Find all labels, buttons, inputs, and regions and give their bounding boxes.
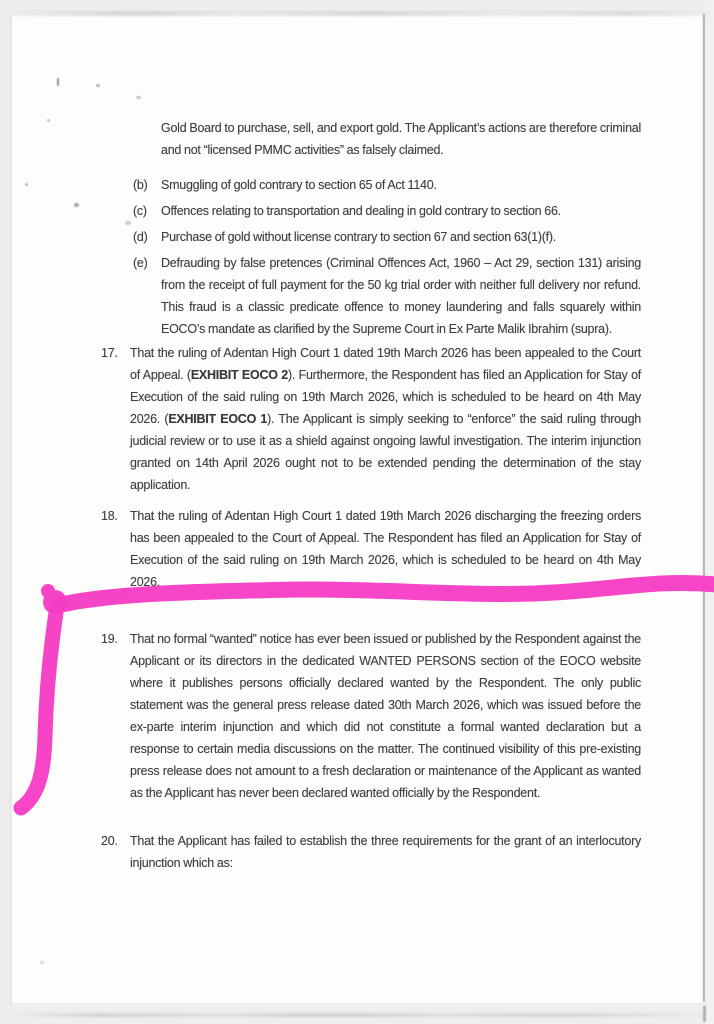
list-item-b — [133, 174, 641, 196]
scan-speck — [47, 119, 50, 122]
list-item-label: (d) — [133, 230, 148, 244]
scan-speck — [74, 203, 79, 207]
paragraph-number: 20. — [101, 834, 118, 848]
list-item-text: Offences relating to transportation and dealing in gold contrary to section 66. — [161, 204, 561, 218]
list-item-text: Defrauding by false pretences (Criminal Offences Act, 1960 – Act 29, section 131) arising from the receipt of full payment for the 50 kg trial order with neither full delivery nor refund. This fraud is a classic predicate offence to money laundering and falls squarely within EOCO’s mandate as clarified by the Supreme Court in Ex Parte Malik Ibrahim (supra). — [161, 256, 641, 336]
list-item-label: (e) — [133, 256, 148, 270]
scan-top-edge-smudge — [10, 11, 710, 16]
paragraph-text: That the ruling of Adentan High Court 1 dated 19th March 2026 discharging the freezing orders has been appealed to the Court of Appeal. The Respondent has filed an Application for Stay of Execution of the said ruling on 19th March 2026, which is scheduled to be heard on 4th May 2026. — [130, 509, 641, 589]
scan-corner-mark — [703, 1006, 706, 1022]
text-run: That the ruling of Adentan High Court 1 dated 19th March 2026 has been appealed to the Court of Appeal. ( — [130, 346, 641, 382]
exhibit-reference: EXHIBIT EOCO 1 — [168, 412, 268, 426]
paragraph-20 — [101, 830, 641, 874]
paragraph-number: 18. — [101, 509, 118, 523]
page-edge-line — [703, 14, 705, 1002]
scan-speck — [40, 961, 44, 964]
scan-speck — [125, 221, 131, 225]
exhibit-reference: EXHIBIT EOCO 2 — [190, 368, 288, 382]
paragraph-number: 19. — [101, 632, 118, 646]
paragraph-text: That the Applicant has failed to establish the three requirements for the grant of an interlocutory injunction which as: — [130, 834, 641, 870]
text-run: ). The Applicant is simply seeking to “enforce” the said ruling through judicial review or to use it as a shield against ongoing lawful investigation. The interim injunction granted on 14th April 2026 ought not to be extended pending the determination of the stay application. — [130, 412, 641, 492]
scan-speck — [136, 96, 141, 99]
paragraph-number: 17. — [101, 346, 118, 360]
list-item-d — [133, 226, 641, 248]
list-item-label: (b) — [133, 178, 148, 192]
paragraph-17 — [101, 342, 641, 496]
paragraph-text: That no formal “wanted” notice has ever been issued or published by the Respondent against the Applicant or its directors in the dedicated WANTED PERSONS section of the EOCO website where it publishes persons officially declared wanted by the Respondent. The only public statement was the general press release dated 30th March 2026, which was issued before the ex-parte interim injunction and which did not constitute a formal wanted declaration but a response to certain media discussions on the matter. The continued visibility of this pre-existing press release does not amount to a fresh declaration or maintenance of the Applicant as wanted as the Applicant has never been declared wanted officially by the Respondent. — [130, 632, 641, 800]
list-item-c — [133, 200, 641, 222]
scan-speck — [25, 183, 28, 186]
list-item-text: Purchase of gold without license contrary to section 67 and section 63(1)(f). — [161, 230, 557, 244]
list-item-text: Smuggling of gold contrary to section 65 of Act 1140. — [161, 178, 437, 192]
scan-left-edge-line — [10, 14, 12, 1004]
scanner-background-strip — [706, 0, 714, 1024]
scan-speck — [57, 78, 59, 86]
continuation-paragraph — [161, 117, 641, 161]
list-item-label: (c) — [133, 204, 147, 218]
paragraph-19 — [101, 628, 641, 804]
scan-bottom-edge-smudge — [18, 1013, 702, 1017]
scan-speck — [96, 84, 100, 87]
paragraph-18 — [101, 505, 641, 593]
paragraph-text — [130, 342, 641, 496]
paragraph-text: Gold Board to purchase, sell, and export gold. The Applicant’s actions are therefore criminal and not “licensed PMMC activities” as falsely claimed. — [161, 121, 641, 157]
text-run: ). Furthermore, the Respondent has filed an Application for Stay of Execution of the said ruling on 19th March 2026, which is scheduled to be heard on 4th May 2026. ( — [130, 368, 641, 426]
list-item-e — [133, 252, 641, 340]
